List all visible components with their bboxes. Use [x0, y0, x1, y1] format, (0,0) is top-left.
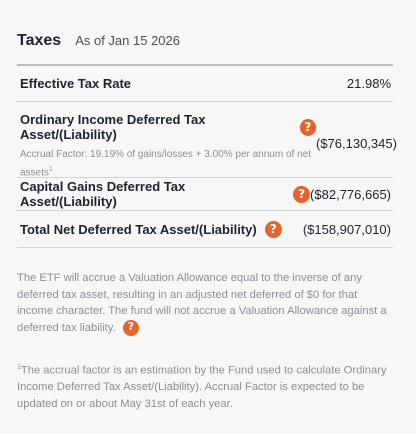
row-value: ($76,130,345): [316, 136, 397, 151]
as-of-date: As of Jan 15 2026: [75, 33, 180, 48]
help-icon[interactable]: ?: [300, 119, 316, 136]
table-row-effective-tax-rate: [17, 66, 393, 102]
footnote-text: The accrual factor is an estimation by the Fund used to calculate Ordinary Income Deferred Tax Asset/(Liability). Accrual Factor is expected to be updated on or about May 31st of each year.: [17, 364, 387, 410]
row-label-wrap: [20, 221, 282, 238]
row-value: ($82,776,665): [310, 186, 391, 202]
row-label: Capital Gains Deferred Tax Asset/(Liability): [20, 179, 186, 209]
row-label-group: [20, 112, 316, 180]
section-title: Taxes: [17, 32, 62, 49]
tax-table: [17, 64, 397, 248]
row-label-wrap: [20, 112, 316, 142]
row-label: Ordinary Income Deferred Tax Asset/(Liability): [20, 112, 206, 142]
table-row-capital-gains: [17, 178, 393, 211]
valuation-allowance-note: [17, 270, 393, 336]
table-row-ordinary-income: [17, 102, 397, 179]
table-row-total-net: [17, 211, 393, 248]
accrual-factor-text: [20, 147, 316, 180]
row-label: Total Net Deferred Tax Asset/(Liability): [20, 221, 257, 237]
footnote-marker: 1: [17, 364, 21, 371]
help-icon[interactable]: ?: [123, 320, 139, 336]
help-icon[interactable]: ?: [293, 186, 310, 203]
footnote-marker: 1: [48, 166, 53, 173]
note-text: The ETF will accrue a Valuation Allowance equal to the inverse of any deferred tax asset, resulting in an adjusted net deferred of $0 for that income character. The fund will not accrue a Valuation Allowance against a deferred tax liability.: [17, 272, 387, 334]
taxes-header: [17, 32, 180, 50]
accrual-factor-label: Accrual Factor: 19.19% of gains/losses + 3.00% per annum of net assets: [20, 149, 311, 179]
help-icon[interactable]: ?: [265, 221, 282, 238]
footnote: [17, 360, 393, 412]
row-label-wrap: [20, 179, 310, 209]
row-value: 21.98%: [346, 76, 391, 91]
row-value: ($158,907,010): [302, 221, 391, 237]
row-label: Effective Tax Rate: [20, 76, 132, 91]
